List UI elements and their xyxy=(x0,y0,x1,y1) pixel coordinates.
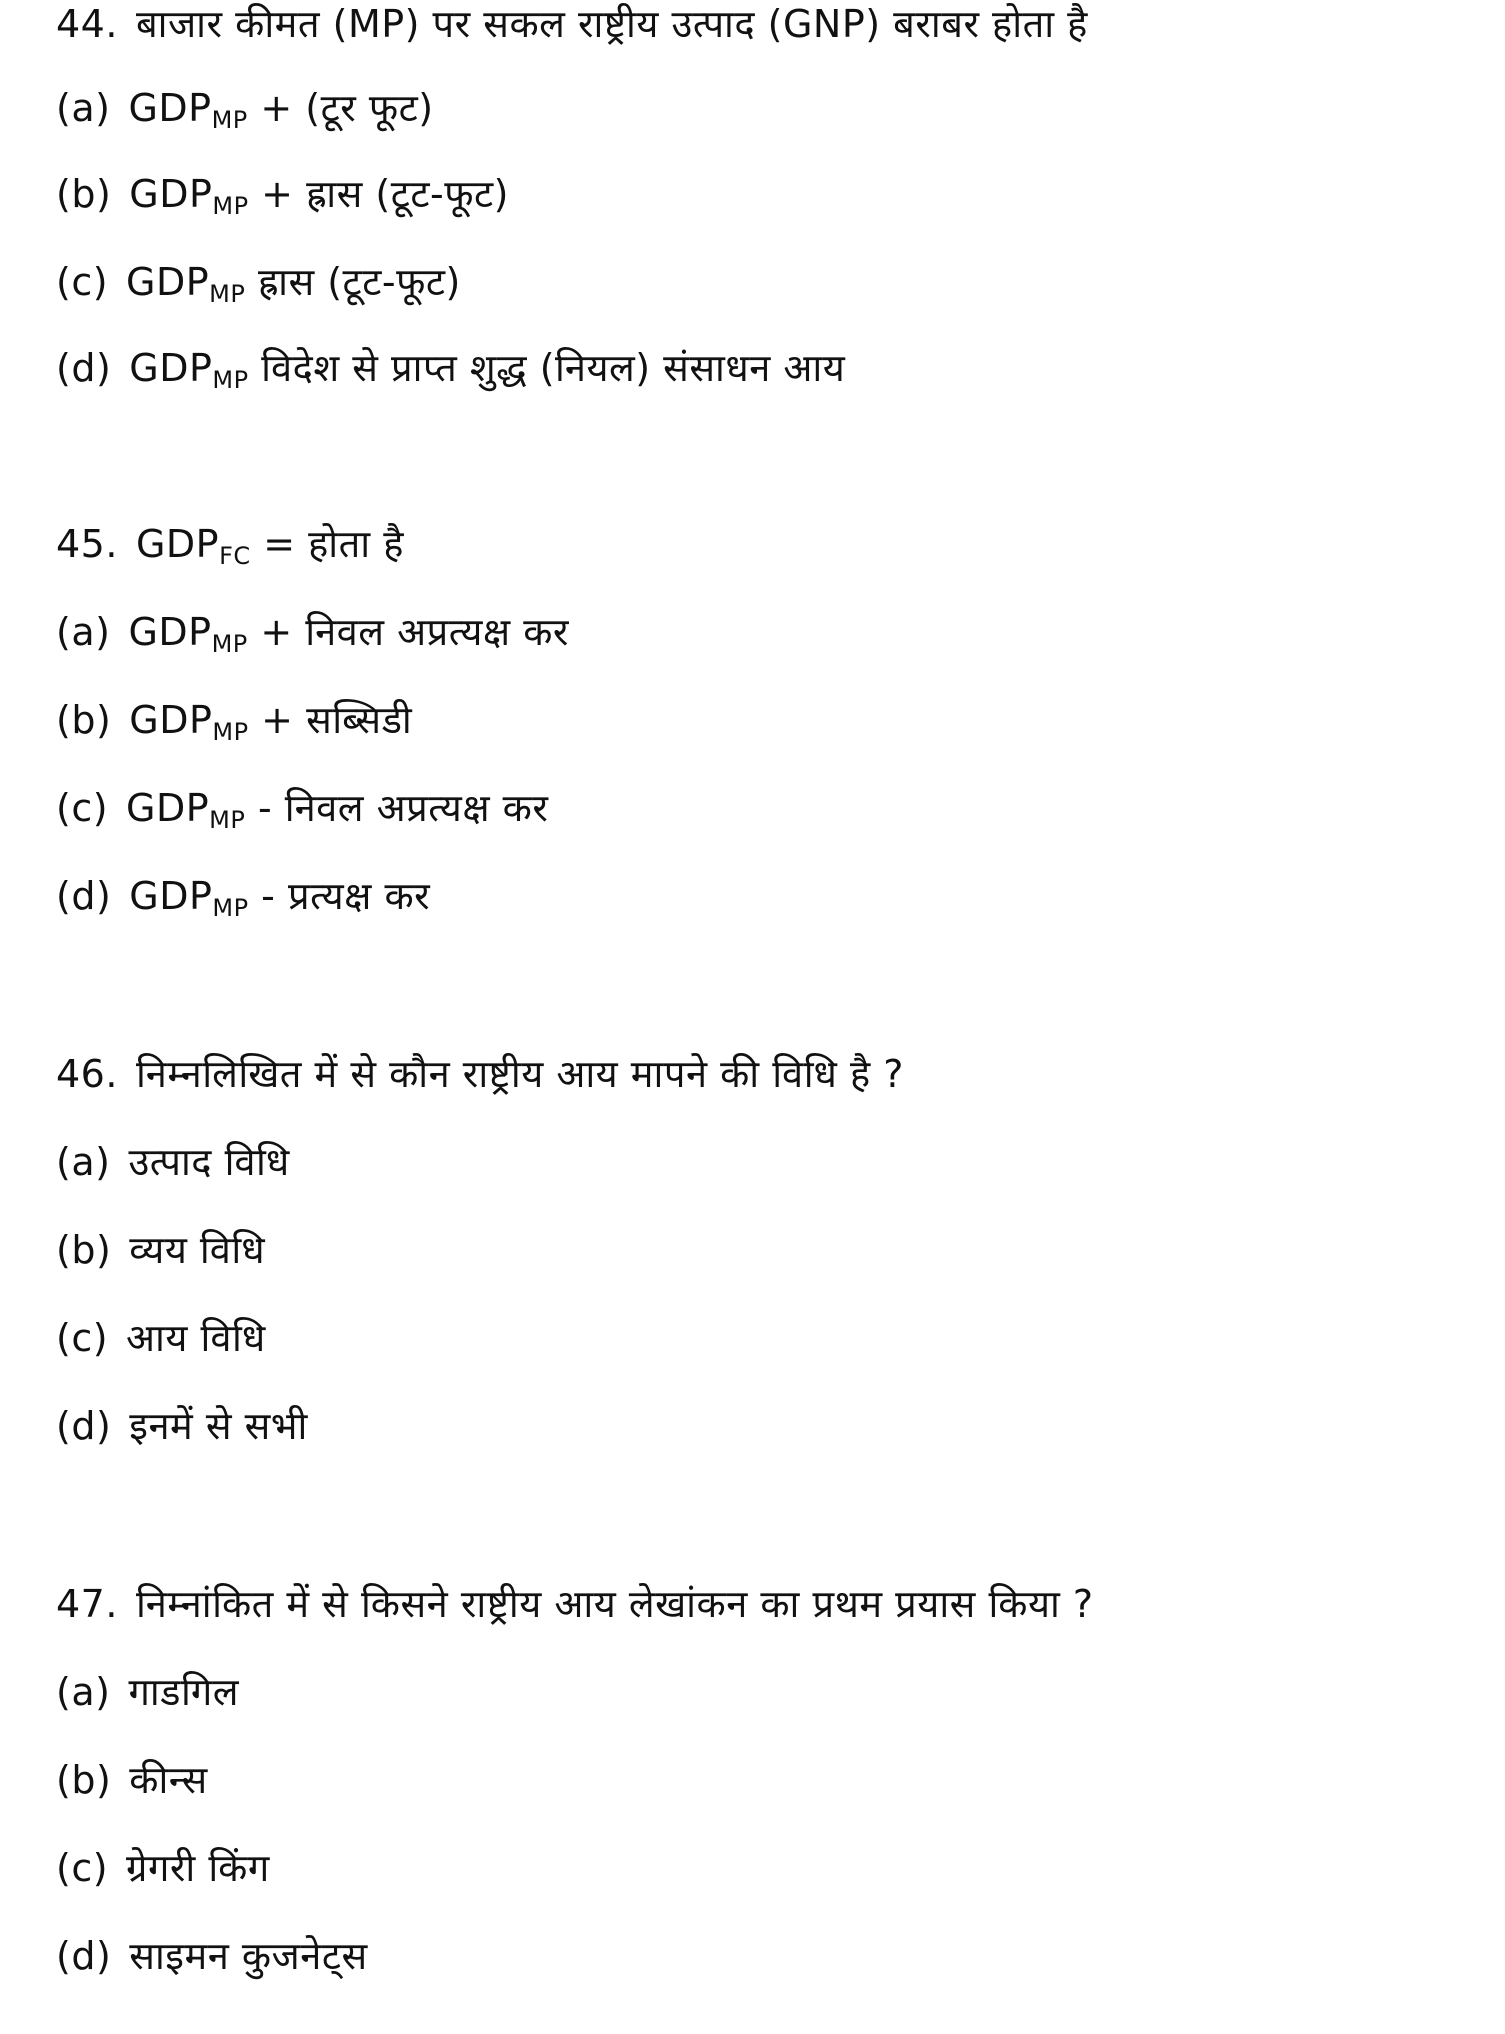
question-45 xyxy=(56,520,404,568)
option-term: GDP xyxy=(128,610,212,654)
option-text: + (टूर फूट) xyxy=(247,86,434,130)
q45-option-c[interactable] xyxy=(56,784,548,832)
option-label: (a) xyxy=(56,610,111,654)
q46-option-c[interactable] xyxy=(56,1314,266,1362)
option-text: ग्रेगरी किंग xyxy=(126,1846,270,1890)
option-subscript: MP xyxy=(209,280,246,308)
option-text: व्यय विधि xyxy=(129,1228,266,1272)
option-term: GDP xyxy=(126,786,210,830)
q44-option-c[interactable] xyxy=(56,258,461,306)
option-label: (a) xyxy=(56,86,111,130)
option-subscript: MP xyxy=(209,806,246,834)
question-number: 46. xyxy=(56,1052,118,1096)
question-text: निम्नलिखित में से कौन राष्ट्रीय आय मापने की विधि है ? xyxy=(135,1052,904,1096)
question-number: 44. xyxy=(56,2,118,46)
question-number: 45. xyxy=(56,522,118,566)
option-label: (a) xyxy=(56,1140,111,1184)
option-text: विदेश से प्राप्त शुद्ध (नियल) संसाधन आय xyxy=(248,346,846,390)
option-subscript: MP xyxy=(212,192,249,220)
option-label: (b) xyxy=(56,172,112,216)
option-text: आय विधि xyxy=(126,1316,266,1360)
option-term: GDP xyxy=(129,874,213,918)
option-label: (c) xyxy=(56,1316,109,1360)
option-term: GDP xyxy=(128,86,212,130)
option-label: (d) xyxy=(56,1404,112,1448)
option-label: (c) xyxy=(56,260,109,304)
q44-option-a[interactable] xyxy=(56,84,434,132)
question-subscript: FC xyxy=(219,542,251,570)
option-text: ह्रास (टूट-फूट) xyxy=(245,260,461,304)
q46-option-b[interactable] xyxy=(56,1226,265,1274)
option-text: उत्पाद विधि xyxy=(128,1140,290,1184)
q45-option-d[interactable] xyxy=(56,872,430,920)
option-text: + निवल अप्रत्यक्ष कर xyxy=(247,610,569,654)
option-label: (c) xyxy=(56,1846,109,1890)
option-term: GDP xyxy=(126,260,210,304)
option-text: कीन्स xyxy=(129,1758,208,1802)
option-label: (d) xyxy=(56,346,112,390)
question-text: निम्नांकित में से किसने राष्ट्रीय आय लेखांकन का प्रथम प्रयास किया ? xyxy=(135,1582,1094,1626)
option-text: गाडगिल xyxy=(128,1670,240,1714)
question-text: बाजार कीमत (MP) पर सकल राष्ट्रीय उत्पाद (GNP) बराबर होता है xyxy=(135,2,1088,46)
option-term: GDP xyxy=(129,172,213,216)
option-subscript: MP xyxy=(211,106,248,134)
q45-option-a[interactable] xyxy=(56,608,569,656)
option-text: साइमन कुजनेट्स xyxy=(129,1934,368,1978)
q44-option-d[interactable] xyxy=(56,344,845,392)
q46-option-d[interactable] xyxy=(56,1402,308,1450)
question-text: = होता है xyxy=(250,522,404,566)
option-text: - प्रत्यक्ष कर xyxy=(248,874,431,918)
q44-option-b[interactable] xyxy=(56,170,509,218)
option-subscript: MP xyxy=(211,630,248,658)
option-text: + सब्सिडी xyxy=(248,698,413,742)
option-label: (d) xyxy=(56,1934,112,1978)
option-label: (b) xyxy=(56,698,112,742)
q45-option-b[interactable] xyxy=(56,696,412,744)
q47-option-b[interactable] xyxy=(56,1756,208,1804)
question-46 xyxy=(56,1050,904,1098)
q46-option-a[interactable] xyxy=(56,1138,290,1186)
option-label: (c) xyxy=(56,786,109,830)
option-text: इनमें से सभी xyxy=(129,1404,308,1448)
q47-option-a[interactable] xyxy=(56,1668,239,1716)
option-text: + ह्रास (टूट-फूट) xyxy=(248,172,509,216)
option-label: (a) xyxy=(56,1670,111,1714)
option-label: (b) xyxy=(56,1758,112,1802)
question-44 xyxy=(56,0,1088,48)
option-subscript: MP xyxy=(212,894,249,922)
option-label: (b) xyxy=(56,1228,112,1272)
option-term: GDP xyxy=(129,346,213,390)
option-term: GDP xyxy=(129,698,213,742)
q47-option-d[interactable] xyxy=(56,1932,368,1980)
option-label: (d) xyxy=(56,874,112,918)
option-text: - निवल अप्रत्यक्ष कर xyxy=(245,786,549,830)
option-subscript: MP xyxy=(212,718,249,746)
question-47 xyxy=(56,1580,1094,1628)
option-subscript: MP xyxy=(212,366,249,394)
question-term: GDP xyxy=(135,522,220,566)
q47-option-c[interactable] xyxy=(56,1844,270,1892)
question-number: 47. xyxy=(56,1582,118,1626)
